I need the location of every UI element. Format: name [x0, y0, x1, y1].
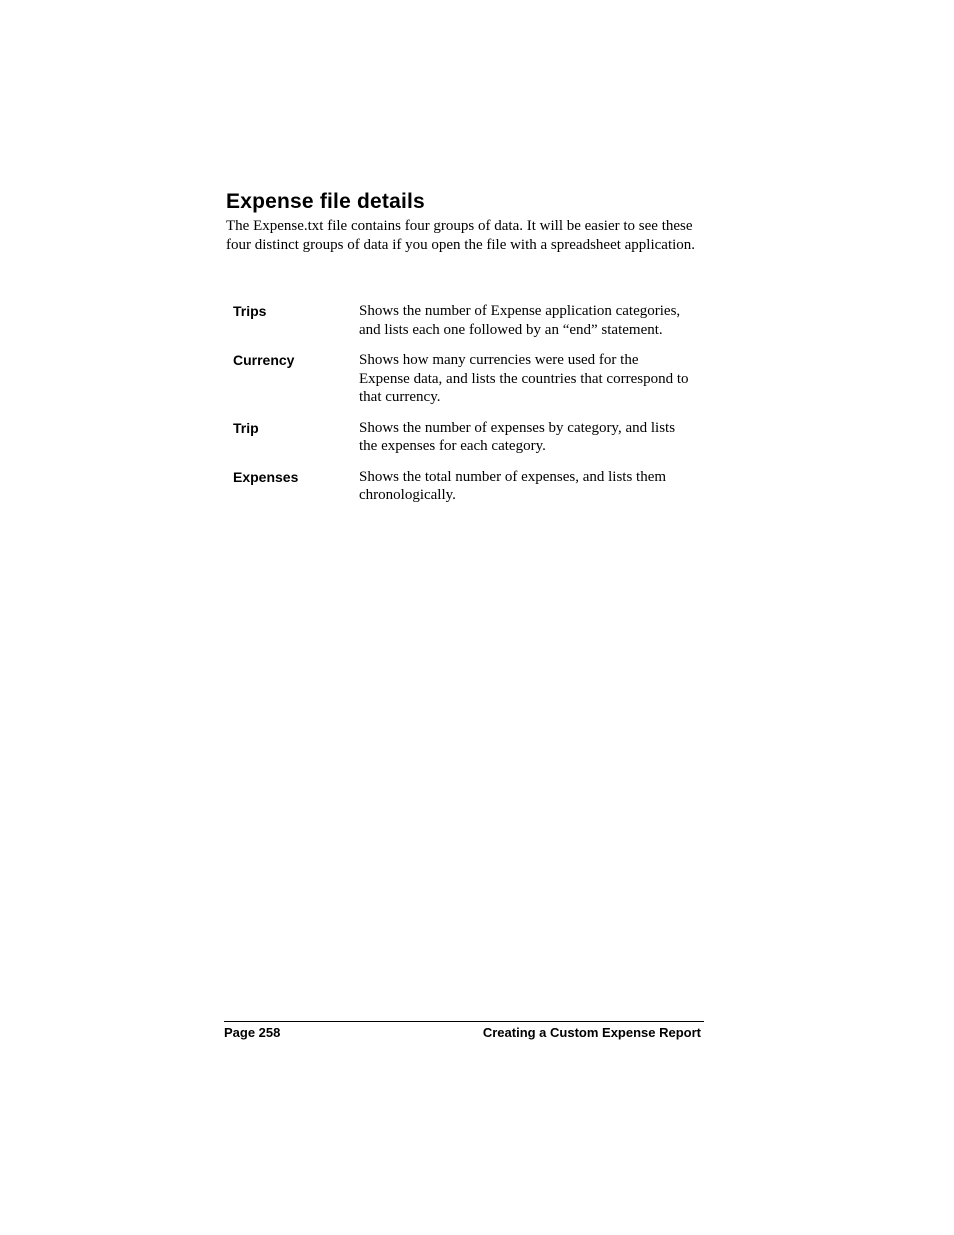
data-groups-list [233, 302, 703, 517]
page-number: Page 258 [224, 1025, 281, 1040]
data-group-row [233, 351, 703, 407]
data-group-term: Currency [233, 352, 295, 368]
data-group-row [233, 302, 703, 339]
footer-divider [224, 1021, 704, 1022]
intro-paragraph: The Expense.txt file contains four groups of data. It will be easier to see these four distinct groups of data if you open the file with a spreadsheet application. [226, 218, 696, 253]
data-group-row [233, 468, 703, 505]
data-group-row [233, 419, 703, 456]
data-group-term: Trip [233, 419, 259, 436]
data-group-description: Shows how many currencies were used for the Expense data, and lists the countries that correspond to that currency. [359, 352, 689, 405]
data-group-term: Trips [233, 303, 267, 319]
data-group-term: Expenses [233, 468, 299, 485]
chapter-title: Creating a Custom Expense Report [482, 1025, 701, 1040]
data-group-description: Shows the number of expenses by category, and lists the expenses for each category. [359, 419, 676, 454]
section-heading: Expense file details [226, 190, 425, 213]
page-footer [224, 1024, 701, 1042]
data-group-description: Shows the total number of expenses, and lists them chronologically. [359, 468, 667, 503]
data-group-description: Shows the number of Expense application categories, and lists each one followed by an “end” statement. [359, 303, 681, 338]
